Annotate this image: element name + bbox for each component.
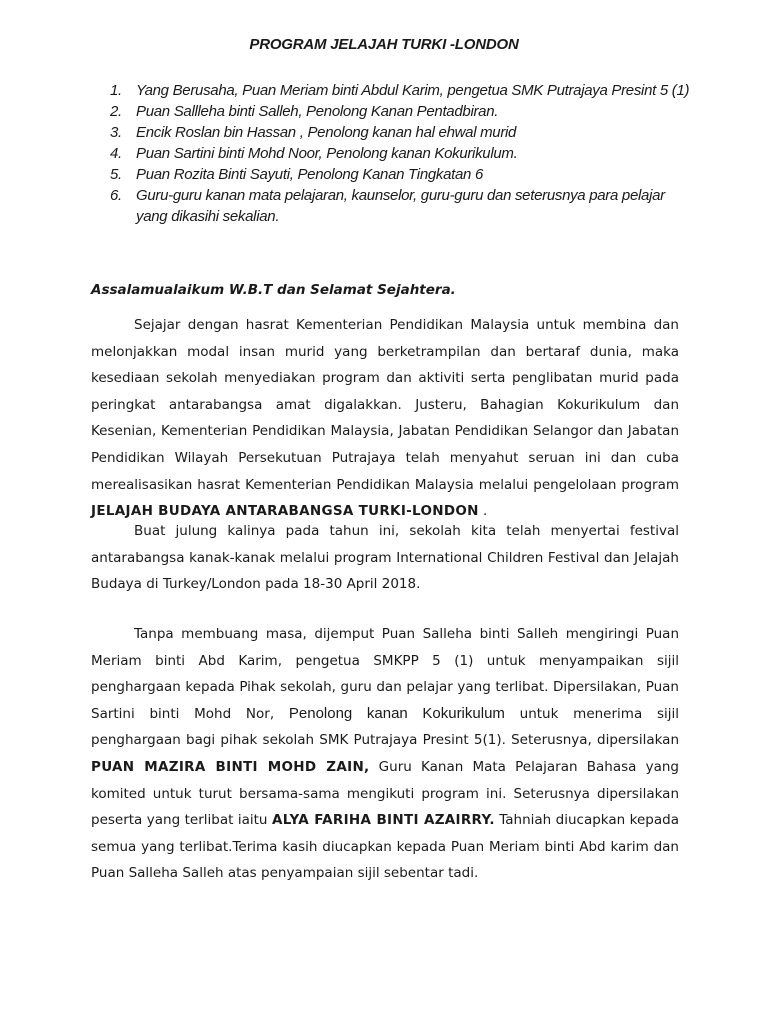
list-number: 4. bbox=[110, 145, 122, 162]
paragraph-3-g: Tahniah diucapkan kepada semua yang terlibat.Terima kasih diucapkan kepada Puan Meriam binti Abd karim dan Puan Salleha Salleh atas penyampaian sijil sebentar tadi. bbox=[91, 812, 679, 882]
participant-name: ALYA FARIHA BINTI AZAIRRY. bbox=[271, 812, 495, 829]
list-item bbox=[110, 185, 690, 227]
guest-list bbox=[110, 80, 690, 227]
paragraph-1-end: . bbox=[478, 503, 488, 520]
list-item bbox=[110, 143, 690, 164]
list-text: Puan Sartini binti Mohd Noor, Penolong kanan Kokurikulum. bbox=[136, 145, 518, 162]
list-number: 2. bbox=[110, 103, 122, 120]
paragraph-3-e: Guru Kanan Mata Pelajaran Bahasa yang komited untuk turut bersama-sama mengikuti program ini. Seterusnya dipersilakan peserta yang terlibat iaitu bbox=[91, 758, 679, 829]
paragraph-3-b: Penolong kanan Kokurikulum bbox=[288, 704, 505, 722]
page-title: PROGRAM JELAJAH TURKI -LONDON bbox=[249, 36, 519, 53]
paragraph-3-c: untuk menerima sijil penghargaan bagi pihak sekolah SMK Putrajaya Presint 5(1). Seterusnya, dipersilakan bbox=[91, 705, 679, 749]
list-number: 1. bbox=[110, 82, 122, 99]
list-number: 6. bbox=[110, 187, 122, 204]
list-text: Puan Rozita Binti Sayuti, Penolong Kanan Tingkatan 6 bbox=[136, 166, 484, 183]
paragraph-2 bbox=[91, 518, 679, 598]
paragraph-2-text: Buat julung kalinya pada tahun ini, sekolah kita telah menyertai festival antarabangsa kanak-kanak melalui program International Children Festival dan Jelajah Budaya di Turkey/London pada 18-30 April 2018. bbox=[91, 523, 679, 593]
teacher-name: PUAN MAZIRA BINTI MOHD ZAIN, bbox=[91, 758, 370, 775]
paragraph-1 bbox=[91, 312, 679, 525]
list-text: Puan Sallleha binti Salleh, Penolong Kanan Pentadbiran. bbox=[136, 103, 499, 120]
paragraph-3 bbox=[91, 621, 679, 887]
list-item bbox=[110, 122, 690, 143]
paragraph-1-text: Sejajar dengan hasrat Kementerian Pendidikan Malaysia untuk membina dan melonjakkan modal insan murid yang berketrampilan dan bertaraf dunia, maka kesediaan sekolah menyediakan program dan aktiviti serta penglibatan murid pada peringkat antarabangsa amat digalakkan. Justeru, Bahagian Kokurikulum dan Kesenian, Kementerian Pendidikan Malaysia, Jabatan Pendidikan Selangor dan Jabatan Pendidikan Wilayah Persekutuan Putrajaya telah menyahut seruan ini dan cuba merealisasikan hasrat Kementerian Pendidikan Malaysia melalui pengelolaan program bbox=[91, 317, 679, 493]
list-number: 3. bbox=[110, 124, 122, 141]
list-item bbox=[110, 80, 690, 101]
list-text: Encik Roslan bin Hassan , Penolong kanan hal ehwal murid bbox=[136, 124, 517, 141]
greeting: Assalamualaikum W.B.T dan Selamat Sejahtera. bbox=[91, 282, 456, 298]
list-text: Guru-guru kanan mata pelajaran, kaunselor, guru-guru dan seterusnya para pelajar yang dikasihi sekalian. bbox=[136, 187, 665, 225]
list-item bbox=[110, 101, 690, 122]
list-item bbox=[110, 164, 690, 185]
list-number: 5. bbox=[110, 166, 122, 183]
list-text: Yang Berusaha, Puan Meriam binti Abdul Karim, pengetua SMK Putrajaya Presint 5 (1) bbox=[136, 82, 690, 99]
paragraph-3-a: Tanpa membuang masa, dijemput Puan Salleha binti Salleh mengiringi Puan Meriam binti Abd Karim, pengetua SMKPP 5 (1) untuk menyampaikan sijil penghargaan kepada Pihak sekolah, guru dan pelajar yang terlibat. Dipersilakan, Puan Sartini binti Mohd Nor, bbox=[91, 626, 679, 722]
program-name: JELAJAH BUDAYA ANTARABANGSA TURKI-LONDON bbox=[91, 503, 479, 520]
